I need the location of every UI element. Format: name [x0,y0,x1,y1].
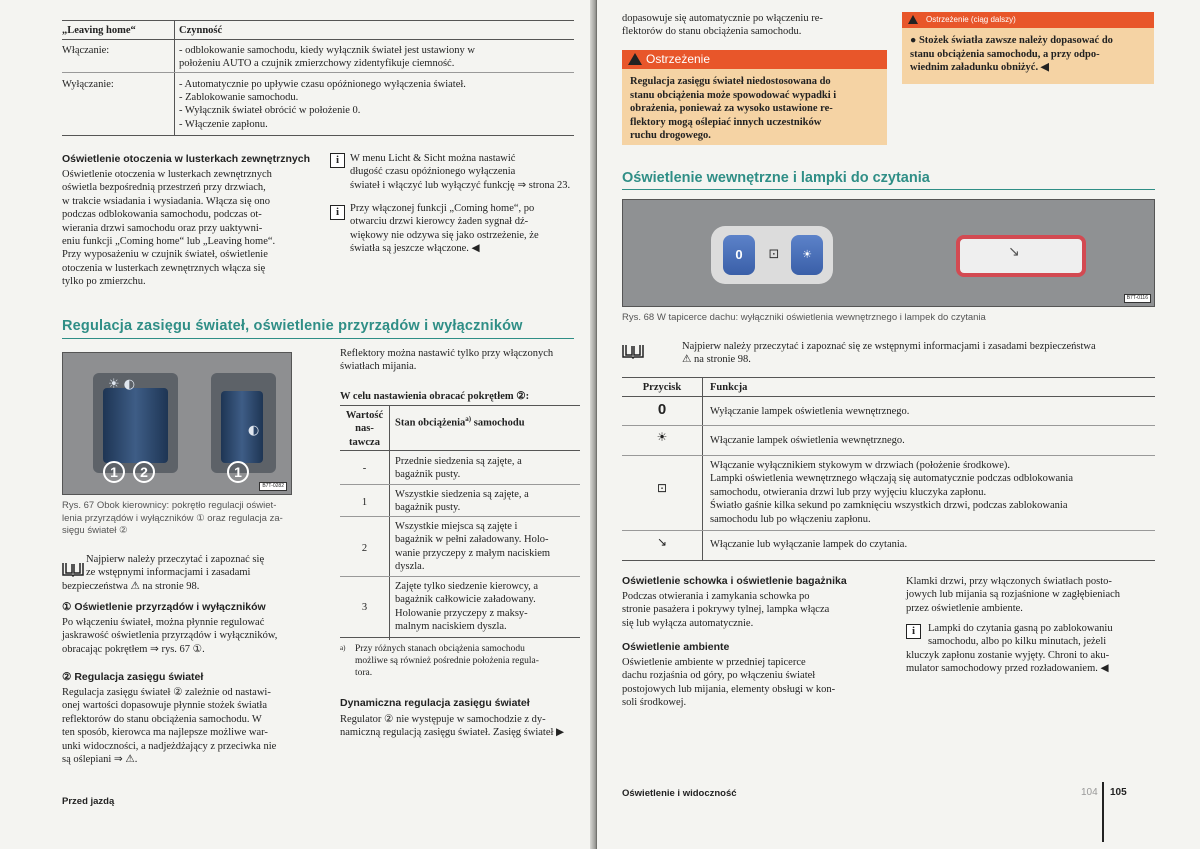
text-line: ze wstępnymi informacjami i zasadami [86,567,251,579]
knob-value: 3 [361,602,368,613]
table-rule [340,637,580,638]
function-text: Wyłączanie lampek oświetlenia wewnętrznego. [710,406,910,417]
knob-desc [395,520,575,574]
text-line: światła są jeszcze włączone. ◀ [350,243,480,255]
glove-text [622,590,892,630]
table-rule [340,516,580,517]
text-line: przez oświetlenie ambiente. [906,602,1023,614]
knob-header-1 [342,409,387,449]
glove-heading: Oświetlenie schowka i oświetlenie bagażnika [622,575,847,587]
mirror-heading: Oświetlenie otoczenia w lusterkach zewnętrznych [62,153,310,165]
text-line: flektorów do stanu obciążenia samochodu. [622,26,802,38]
right-page [597,0,1200,849]
text-line: reflektorów do stanu obciążenia samochodu. W [62,713,262,725]
text-line: ruchu drogowego. [630,130,711,141]
knob-value: 1 [361,497,368,508]
text-line: więkowy nie odzywa się jako ostrzeżenie, że [350,229,539,241]
table-rule [62,39,574,40]
dimmer-icon: ☀ ◐ [108,377,136,392]
callout-2: 2 [133,461,155,483]
text-line: są oślepiani ⇒ ⚠. [62,754,138,766]
text-line: Oświetlenie otoczenia w lusterkach zewnętrznych [62,169,272,180]
intro-text [340,347,580,374]
text-line: onej wartości dopasowuje płynnie stożek światła [62,700,267,712]
row-line: - Automatycznie po upływie czasu opóźnionego wyłączenia świateł. [179,79,466,90]
text-line: Regulator ② nie występuje w samochodzie z dy- [340,714,546,725]
off-button: 0 [723,235,755,275]
text-line: kluczyk zapłonu zostanie wyjęty. Chroni to aku- [906,649,1110,661]
text-line: samochodu, otwierania drzwi lub przy wyjęciu kluczyka zapłonu. [710,486,987,498]
row-line: - Włączenie zapłonu. [179,118,268,130]
text-line: wierania drzwi samochodu oraz przy uaktywni- [62,222,263,234]
text-line: postojowych lub mijania, elementy obsługi w kon- [622,683,836,695]
text-line: samochodu lub po włączeniu zapłonu. [710,513,871,525]
section-title: Oświetlenie wewnętrzne i lampki do czytania [622,170,930,186]
text-line: Regulacja zasięgu świateł ② zależnie od nastawi- [62,687,271,698]
header-val: Czynność [179,25,223,36]
text-line: światłach mijania. [340,361,417,373]
table-divider [389,405,390,640]
table-rule [622,560,1155,561]
figure-68 [622,199,1155,307]
info-icon: i [330,153,345,168]
text-line: malnym naciskiem dyszla. [395,621,507,633]
sub-heading-1: ① Oświetlenie przyrządów i wyłączników [62,601,266,613]
info-note [350,152,580,192]
text-line: Przy różnych stanach obciążenia samochodu [355,644,525,654]
mirror-text [62,168,322,289]
knob-value: 2 [361,543,368,554]
text-line: flektory mogą oślepiać innych uczestników [630,116,822,128]
function-text: Włączanie lub wyłączanie lampek do czytania. [710,539,908,550]
info-note [906,622,1156,676]
table-divider [702,377,703,561]
section-title: Regulacja zasięgu świateł, oświetlenie przyrządów i wyłączników [62,318,523,334]
warning-body [902,28,1154,84]
text-line: W menu Licht & Sicht można nastawić [350,153,516,164]
info-icon: i [906,624,921,639]
knob-value: - [362,463,367,474]
text-line: dopasowuje się automatycznie po włączeniu re- [622,13,823,24]
ambient-heading: Oświetlenie ambiente [622,641,730,653]
text-line: Wszystkie siedzenia są zajęte, a [395,489,529,500]
table-rule [622,396,1155,397]
dimmer-wheel [103,388,168,463]
knob-desc [395,488,575,515]
function-text [710,459,1155,526]
text-line: namiczną regulacją zasięgu świateł. Zasięg świateł ▶ [340,727,565,739]
text-line: Wszystkie miejsca są zajęte i [395,521,518,532]
text-line: dachu rozjaśnia od góry, po włączeniu świateł [622,670,816,682]
warning-icon [628,53,642,65]
table-rule [62,135,574,136]
knob-desc [395,580,575,634]
text-line: jowych lub mijania są rozjaśnione w zagłębieniach [906,589,1121,601]
reading-lamp-icon: ↘ [1008,244,1020,260]
table-rule [622,455,1155,456]
table-rule [622,425,1155,426]
dyn-heading: Dynamiczna regulacja zasięgu świateł [340,697,530,709]
header-text: Stan obciążenia [395,417,466,429]
figure-code: B7T-0116 [1124,294,1151,303]
knob-heading: W celu nastawienia obracać pokrętłem ②: [340,391,530,402]
header-text: samochodu [471,417,525,429]
text-line: Najpierw należy przeczytać i zapoznać się ze wstępnymi informacjami i zasadami bezpieczeństwa [682,341,1096,352]
table-divider [174,20,175,135]
figure-caption [62,500,297,538]
text-line: w trakcie wsiadania i wysiadania. Włącza się ono [62,195,270,207]
callout-1: 1 [227,461,249,483]
text-line: Światło gaśnie kilka sekund po zamknięciu wszystkich drzwi, podczas zablokowania [710,500,1068,512]
text-line: świateł i włączyć lub wyłączyć funkcję ⇒ strona 23. [350,179,571,191]
door-contact-icon: ⊡ [656,481,668,495]
text-line: wanie przyczepy z małym naciskiem [395,547,551,559]
text-line: Regulacja zasięgu świateł niedostosowana do [630,76,831,87]
text-line: samochodu, albo po kilku minutach, jeżeli [928,636,1107,648]
door-contact-button-icon: ⊡ [768,247,780,262]
callouts [103,461,155,483]
text-line: bagażnik pusty. [395,502,461,514]
text-line: sięgu świateł ② [62,525,128,536]
text-line: bezpieczeństwa ⚠ na stronie 98. [62,580,200,592]
text-line: tawcza [349,436,380,448]
header-key: „Leaving home“ [62,25,136,36]
continued-text [622,12,892,39]
text-line: Przy wyposażeniu w czujnik świateł, oświetlenie [62,249,268,261]
page-footer: Oświetlenie i widoczność [622,788,737,799]
section-rule [62,338,574,339]
footnote-mark: a) [340,644,346,652]
text-line: otoczenia w lusterkach zewnętrznych włącza się [62,262,266,274]
text-line: nas- [355,423,374,435]
text-line: Zajęte tylko siedzenie kierowcy, a [395,581,539,592]
warning-title: Ostrzeżenie (ciąg dalszy) [902,12,1154,28]
text-line: stronie pasażera i pokrywy tylnej, lampka włącza [622,604,830,616]
row-line: położeniu AUTO a czujnik zmierzchowy zidentyfikuje ciemność. [179,58,455,70]
text-line: bagażnik w pełni załadowany. Holo- [395,534,549,546]
table-rule [62,72,574,73]
reading-lamp-icon: ↘ [656,535,668,549]
handles-text [906,575,1156,615]
text-line: mulator samochodowy przed rozładowaniem. ◀ [906,663,1109,675]
text-line: Lampki do czytania gasną po zablokowaniu [928,623,1113,634]
text-line: Włączanie wyłącznikiem stykowym w drzwiach (położenie środkowe). [710,460,1011,471]
sub-heading-2: ② Regulacja zasięgu świateł [62,671,204,683]
row-line: - odblokowanie samochodu, kiedy wyłącznik świateł jest ustawiony w [179,45,475,56]
table-rule [622,530,1155,531]
figure-67 [62,352,292,495]
section-rule [622,189,1155,190]
text-line: jaskrawość oświetlenia przyrządów i wyłączników, [62,630,278,642]
text-line: tylko po zmierzchu. [62,276,146,288]
text-line: Przednie siedzenia są zajęte, a [395,456,522,467]
column-header: Przycisk [642,382,682,393]
text-line: lenia przyrządów i wyłączników ① oraz regulacja za- [62,512,283,524]
read-first-note [682,340,1152,367]
row-key: Wyłączanie: [62,79,114,90]
text-line: ⚠ na stronie 98. [682,354,751,366]
text-line: tora. [355,668,373,678]
text-line: długość czasu opóźnionego wyłączenia [350,166,516,178]
text-line: obracając pokrętłem ⇒ rys. 67 ①. [62,643,205,655]
knob-desc [395,455,575,482]
text-line: dyszla. [395,561,425,573]
off-symbol: 0 [657,401,667,418]
text-line: eniu funkcji „Coming home“ lub „Leaving home“. [62,236,276,248]
figure-caption: Rys. 68 W tapicerce dachu: wyłączniki oświetlenia wewnętrznego i lampek do czytania [622,312,986,323]
row-key: Włączanie: [62,45,110,56]
knob-header-2 [395,413,525,430]
warning-icon [908,15,918,24]
info-icon: i [330,205,345,220]
text-line: możliwe są również pośrednie położenia regula- [355,656,539,666]
book-icon [622,343,644,359]
text-line: bagażnik pusty. [395,469,461,481]
text-line: podczas odblokowania samochodu, podczas ot- [62,209,262,221]
text-line: Klamki drzwi, przy włączonych światłach posto- [906,576,1112,587]
figure-code: B7T-0282 [259,482,287,491]
text-line: Po włączeniu świateł, można płynnie regulować [62,617,265,628]
footnote-ref: a) [465,415,472,423]
page-number-divider [1102,782,1104,842]
text-line: oświetla bezpośrednią przestrzeń przy drzwiach, [62,182,266,194]
text-line: Rys. 67 Obok kierownicy: pokrętło regulacji oświet- [62,500,277,511]
text-line: Oświetlenie ambiente w przedniej tapicerce [622,657,806,668]
text-line: Podczas otwierania i zamykania schowka po [622,591,810,602]
column-header: Funkcja [710,382,748,393]
text-line: stanu obciążenia samochodu, a przy odpo- [910,48,1100,60]
text-line: Przy włączonej funkcji „Coming home“, po [350,203,535,214]
text-line: wiednim załadunku obniżyć. ◀ [910,62,1049,73]
footnote [355,643,580,679]
reading-light-switch [956,235,1086,277]
info-note [350,202,580,256]
headlight-icon: ◐ [248,423,260,438]
left-page [0,0,594,849]
table-rule [340,576,580,577]
text-line: otwarciu drzwi kierowcy żaden sygnał dź- [350,216,529,228]
text-line: Holowanie przyczepy z maksy- [395,607,528,619]
dyn-text [340,713,590,740]
warning-body [622,69,887,145]
warning-title: Ostrzeżenie [622,50,887,69]
table-rule [340,450,580,451]
text-line: się lub wyłącza automatycznie. [622,617,754,629]
text-line: unki widoczności, a nadjeżdżający z przeciwka nie [62,740,277,752]
page-footer: Przed jazdą [62,796,115,807]
text-line: stanu obciążenia może spowodować wypadki i [630,89,837,101]
sub-text-2 [62,686,312,766]
table-rule [340,484,580,485]
interior-light-button-icon: ☀ [791,235,823,275]
row-line: - Zablokowanie samochodu. [179,92,299,104]
read-first-note [62,553,302,593]
callouts [227,461,249,483]
interior-light-icon: ☀ [656,430,668,444]
text-line: Lampki oświetlenia wewnętrznego włączają się automatycznie podczas odblokowania [710,473,1073,485]
text-line: obrażenia, ponieważ za wysoko ustawione re- [630,103,833,114]
text-line: Reflektory można nastawić tylko przy włączonych [340,348,554,359]
text-line: ten sposób, kierowca ma najlepsze możliwe war- [62,727,268,739]
page-number-right: 105 [1110,787,1127,798]
callout-1: 1 [103,461,125,483]
page-number-left: 104 [1081,787,1098,798]
ambient-text [622,656,892,710]
row-line: - Wyłącznik świateł obrócić w położenie 0. [179,105,361,117]
text-line: soli środkowej. [622,697,687,709]
text-line: ● Stożek światła zawsze należy dopasować do [910,35,1113,46]
table-rule [62,20,574,21]
text-line: Wartość [345,410,384,421]
text-line: Najpierw należy przeczytać i zapoznać się [86,554,265,565]
table-rule [340,405,580,406]
function-text: Włączanie lampek oświetlenia wewnętrznego. [710,435,905,446]
sub-text-1 [62,616,312,656]
text-line: bagażnik całkowicie załadowany. [395,594,536,606]
